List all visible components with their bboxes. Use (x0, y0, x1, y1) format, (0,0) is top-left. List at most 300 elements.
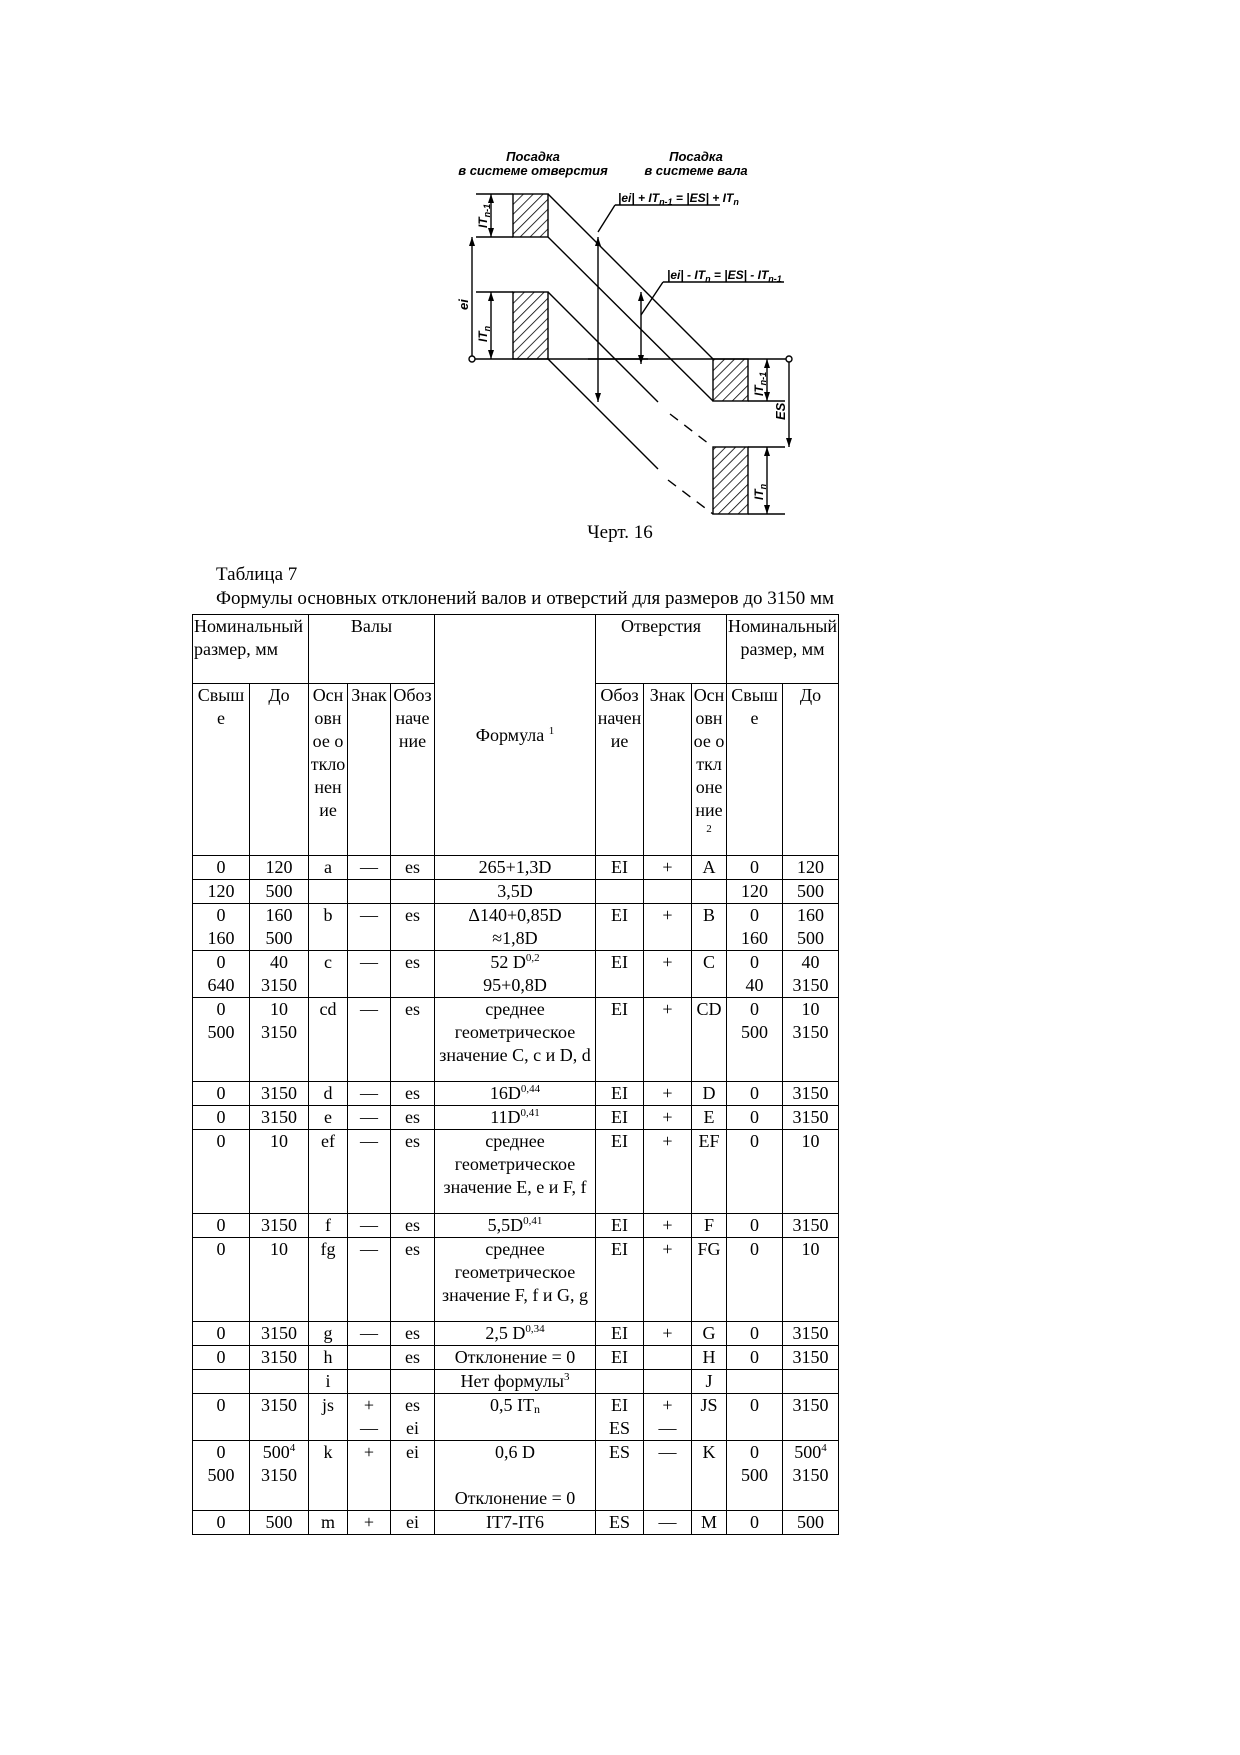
cell-shaft-designation (391, 998, 435, 1082)
cell-text: 10 (801, 1239, 820, 1259)
cell-formula (435, 1441, 596, 1511)
cell-text: 500 (207, 1465, 235, 1485)
cell-text: i (325, 1371, 331, 1391)
cell-hole-basic-deviation (692, 1511, 727, 1535)
cell-formula (435, 1346, 596, 1370)
cell-hole-designation (596, 1441, 644, 1511)
label-shaft-system-line2: в системе вала (644, 163, 748, 178)
cell-text: + (662, 1323, 673, 1343)
cell-text: ES (608, 1442, 630, 1462)
cell-formula (435, 951, 596, 998)
cell-over (193, 880, 250, 904)
header-nominal-size-right: Номинальный размер, мм (727, 615, 839, 684)
cell-shaft-designation (391, 880, 435, 904)
cell-text: 3150 (261, 1323, 297, 1343)
header-nominal-size-left: Номинальный размер, мм (193, 615, 309, 684)
cell-hole-sign (644, 856, 692, 880)
cell-to (250, 1322, 309, 1346)
cell-hole-designation (596, 1370, 644, 1394)
cell-text: 120 (741, 881, 768, 901)
table-row (193, 856, 839, 880)
cell-shaft-designation (391, 951, 435, 998)
table-row (193, 1082, 839, 1106)
cell-shaft-sign (348, 1130, 391, 1214)
header-hole-sign: Знак (644, 684, 692, 856)
cell-shaft-designation (391, 1346, 435, 1370)
cell-shaft-basic-deviation (309, 1214, 348, 1238)
cell-hole-basic-deviation (692, 998, 727, 1082)
cell-text: среднее геометрическое значение C, c и D, d (439, 999, 591, 1065)
cell-text: cd (319, 999, 337, 1019)
dim-itn-left-label: $IT_n$ (476, 325, 492, 342)
dim-itn1-right-label: $IT_{n-1}$ (752, 371, 768, 396)
cell-text: C (702, 952, 715, 972)
cell-text: + (662, 905, 673, 925)
table-row (193, 880, 839, 904)
cell-text: 0 (750, 1239, 759, 1259)
cell-over (727, 1082, 783, 1106)
cell-hole-basic-deviation (692, 1214, 727, 1238)
cell-text: es (405, 999, 420, 1019)
cell-text: + (662, 1395, 673, 1415)
cell-over (727, 856, 783, 880)
cell-text: 500 (741, 1465, 768, 1485)
cell-text: — (658, 1442, 677, 1462)
cell-formula (435, 1238, 596, 1322)
cell-text: 0 (750, 1347, 759, 1367)
table-row (193, 1394, 839, 1441)
cell-hole-sign (644, 1394, 692, 1441)
cell-text: 500 (797, 928, 824, 948)
cell-text: Отклонение = 0 (454, 1488, 576, 1508)
cell-hole-designation (596, 1322, 644, 1346)
cell-hole-designation (596, 1130, 644, 1214)
cell-shaft-basic-deviation (309, 1370, 348, 1394)
dim-itn1-left-label: $IT_{n-1}$ (476, 203, 492, 228)
cell-text: EI (611, 905, 628, 925)
cell-over (727, 1394, 783, 1441)
cell-formula (435, 1322, 596, 1346)
cell-text: 160 (741, 928, 768, 948)
cell-text: 500 (794, 1442, 822, 1462)
cell-to (250, 1346, 309, 1370)
cell-hole-designation (596, 880, 644, 904)
header-to-left: До (250, 684, 309, 856)
cell-over (193, 1082, 250, 1106)
cell-text: JS (700, 1395, 718, 1415)
cell-text: 0 (216, 1395, 226, 1415)
cell-text: 3150 (792, 1215, 829, 1235)
cell-text: 120 (265, 857, 293, 877)
cell-over (727, 1441, 783, 1511)
cell-hole-sign (644, 1322, 692, 1346)
cell-text: 16D (489, 1083, 521, 1103)
cell-text: D (702, 1083, 716, 1103)
cell-shaft-designation (391, 1511, 435, 1535)
cell-text: 3150 (261, 975, 297, 995)
cell-text: 0 (216, 1215, 226, 1235)
cell-text: 120 (207, 881, 235, 901)
cell-text: 500 (741, 1022, 768, 1042)
cell-formula (435, 1511, 596, 1535)
cell-shaft-designation (391, 904, 435, 951)
cell-shaft-basic-deviation (309, 1394, 348, 1441)
cell-text: — (360, 1131, 378, 1151)
table-label: Таблица 7 (216, 564, 298, 585)
cell-text: FG (697, 1239, 721, 1259)
cell-text: + (662, 952, 673, 972)
cell-text: + (662, 1239, 673, 1259)
label-hole-system-line2: в системе отверстия (458, 163, 608, 178)
cell-text: — (658, 1418, 677, 1438)
cell-to (250, 1394, 309, 1441)
cell-hole-basic-deviation (692, 1394, 727, 1441)
cell-hole-sign (644, 1106, 692, 1130)
cell-to (250, 1370, 309, 1394)
cell-text: 3150 (792, 1347, 829, 1367)
cell-text: 3150 (261, 1022, 297, 1042)
cell-hole-basic-deviation (692, 904, 727, 951)
cell-to (783, 998, 839, 1082)
cell-text: 10 (801, 1131, 820, 1151)
cell-text: + (662, 999, 673, 1019)
cell-text: c (324, 952, 332, 972)
cell-hole-sign (644, 1370, 692, 1394)
cell-hole-basic-deviation (692, 1238, 727, 1322)
cell-text: среднее геометрическое значение E, e и F, f (443, 1131, 587, 1197)
cell-text: 160 (207, 928, 235, 948)
cell-hole-sign (644, 1082, 692, 1106)
cell-hole-sign (644, 951, 692, 998)
cell-text: Δ140+0,85D (468, 905, 562, 925)
cell-text: 500 (265, 1512, 293, 1532)
cell-over (193, 1394, 250, 1441)
formula-upper: $|ei| + IT_{n-1} = |ES| + IT_n$ (618, 191, 739, 207)
cell-shaft-designation (391, 1106, 435, 1130)
cell-text: H (702, 1347, 716, 1367)
table-row (193, 904, 839, 951)
cell-hole-designation (596, 1394, 644, 1441)
cell-text: 3,5D (497, 881, 533, 901)
cell-text: EI (611, 1395, 628, 1415)
cell-superscript: 0,41 (523, 1215, 543, 1227)
cell-text: EF (698, 1131, 720, 1151)
cell-text: 3150 (792, 1083, 829, 1103)
cell-text: 10 (270, 999, 288, 1019)
cell-text: B (702, 905, 715, 925)
cell-over (727, 1370, 783, 1394)
cell-shaft-basic-deviation (309, 904, 348, 951)
cell-text: 0 (750, 1107, 759, 1127)
cell-over (193, 1370, 250, 1394)
table-header-row-1 (193, 615, 839, 684)
cell-text: 0 (750, 1131, 759, 1151)
cell-text: 0 (750, 905, 759, 925)
table-row (193, 1370, 839, 1394)
cell-to (250, 880, 309, 904)
cell-shaft-designation (391, 856, 435, 880)
cell-shaft-designation (391, 1082, 435, 1106)
cell-to (250, 856, 309, 880)
cell-formula (435, 1106, 596, 1130)
cell-text: 500 (262, 1442, 290, 1462)
cell-to (250, 1441, 309, 1511)
header-hole-basic-deviation: Основное отклонение$^2$ (692, 684, 727, 856)
cell-text: js (321, 1395, 334, 1415)
tolerance-zone-itn-left (513, 292, 548, 359)
cell-shaft-sign (348, 1322, 391, 1346)
cell-text: 5,5D (487, 1215, 524, 1235)
cell-formula (435, 1130, 596, 1214)
cell-text: 3150 (261, 1347, 297, 1367)
header-shaft-sign: Знак (348, 684, 391, 856)
cell-superscript: 4 (289, 1442, 296, 1454)
cell-text: ei (406, 1442, 419, 1462)
cell-text: + (363, 1395, 375, 1415)
zero-point-left (469, 356, 475, 362)
cell-text: 0 (216, 857, 226, 877)
cell-text: EI (611, 1239, 628, 1259)
cell-text: 3150 (261, 1215, 297, 1235)
cell-formula (435, 1394, 596, 1441)
cell-text: ef (321, 1131, 335, 1151)
cell-shaft-basic-deviation (309, 951, 348, 998)
cell-text: — (360, 1215, 378, 1235)
cell-formula (435, 880, 596, 904)
cell-to (783, 856, 839, 880)
cell-text: 265+1,3D (478, 857, 552, 877)
cell-text: M (700, 1512, 717, 1532)
cell-text: — (360, 857, 378, 877)
cell-shaft-designation (391, 1214, 435, 1238)
cell-text: 0 (216, 1347, 226, 1367)
cell-over (193, 1441, 250, 1511)
cell-hole-designation (596, 1511, 644, 1535)
cell-hole-basic-deviation (692, 1082, 727, 1106)
cell-text: — (360, 1239, 378, 1259)
cell-shaft-designation (391, 1370, 435, 1394)
cell-hole-sign (644, 1346, 692, 1370)
cell-text: 0 (216, 999, 226, 1019)
cell-text: 0 (216, 1239, 226, 1259)
cell-text: es (405, 1239, 420, 1259)
cell-text: ≈1,8D (492, 928, 538, 948)
zero-point-right (786, 356, 792, 362)
cell-to (250, 1082, 309, 1106)
cell-text: + (662, 1107, 673, 1127)
cell-text: G (702, 1323, 716, 1343)
cell-over (727, 1511, 783, 1535)
cell-text: 40 (270, 952, 288, 972)
cell-text: EI (611, 952, 628, 972)
cell-over (727, 1322, 783, 1346)
cell-text: m (320, 1512, 335, 1532)
cell-to (250, 1106, 309, 1130)
cell-shaft-sign (348, 951, 391, 998)
cell-to (250, 951, 309, 998)
tolerance-zone-itn1-right (713, 359, 748, 401)
cell-text: — (360, 1107, 378, 1127)
cell-to (783, 951, 839, 998)
cell-text: 160 (797, 905, 824, 925)
cell-superscript: 3 (563, 1371, 570, 1383)
header-shaft-basic-deviation: Основное отклонение (309, 684, 348, 856)
cell-text: EI (611, 1347, 628, 1367)
deviation-formulas-table (192, 614, 839, 1535)
cell-text: 0 (750, 1442, 759, 1462)
cell-shaft-basic-deviation (309, 1441, 348, 1511)
figure-caption: Черт. 16 (587, 522, 653, 543)
table-row (193, 998, 839, 1082)
table-row (193, 1214, 839, 1238)
table-row (193, 1322, 839, 1346)
cell-shaft-sign (348, 998, 391, 1082)
cell-shaft-sign (348, 1370, 391, 1394)
header-shafts: Валы (309, 615, 435, 684)
cell-text: es (405, 905, 420, 925)
cell-shaft-basic-deviation (309, 1082, 348, 1106)
header-to-right: До (783, 684, 839, 856)
cell-over (193, 1238, 250, 1322)
cell-text: — (360, 1323, 378, 1343)
cell-hole-basic-deviation (692, 1370, 727, 1394)
cell-text: 3150 (261, 1083, 297, 1103)
cell-shaft-basic-deviation (309, 1238, 348, 1322)
cell-over (727, 904, 783, 951)
cell-text: 11D (490, 1107, 521, 1127)
cell-text: g (323, 1323, 333, 1343)
cell-text: es (405, 1215, 420, 1235)
cell-over (727, 1238, 783, 1322)
cell-hole-designation (596, 1106, 644, 1130)
cell-text: + (662, 857, 673, 877)
cell-shaft-sign (348, 1238, 391, 1322)
cell-text: es (405, 1083, 420, 1103)
cell-text: es (405, 1323, 420, 1343)
cell-text: Нет формулы (460, 1371, 564, 1391)
cell-over (727, 1106, 783, 1130)
table-row (193, 1346, 839, 1370)
cell-text: + (363, 1512, 375, 1532)
tolerance-zone-itn-right (713, 447, 748, 514)
cell-text: EI (611, 1083, 628, 1103)
cell-shaft-basic-deviation (309, 1346, 348, 1370)
cell-text: EI (611, 1323, 628, 1343)
cell-formula (435, 1214, 596, 1238)
cell-to (783, 904, 839, 951)
cell-to (783, 1130, 839, 1214)
cell-shaft-basic-deviation (309, 880, 348, 904)
cell-superscript: 4 (821, 1442, 827, 1454)
cell-to (783, 1082, 839, 1106)
cell-text: d (323, 1083, 333, 1103)
cell-text: — (360, 905, 378, 925)
cell-to (250, 904, 309, 951)
table-row (193, 1130, 839, 1214)
cell-over (193, 1346, 250, 1370)
cell-superscript: 0,34 (525, 1323, 545, 1335)
cell-text: + (662, 1215, 673, 1235)
cell-over (193, 904, 250, 951)
cell-shaft-sign (348, 904, 391, 951)
cell-hole-basic-deviation (692, 1346, 727, 1370)
header-holes: Отверстия (596, 615, 727, 684)
table-row (193, 951, 839, 998)
cell-hole-basic-deviation (692, 1106, 727, 1130)
cell-text: 0 (216, 1442, 226, 1462)
cell-text: J (705, 1371, 713, 1391)
cell-text: h (323, 1347, 333, 1367)
cell-text: E (703, 1107, 715, 1127)
cell-text: 0 (216, 905, 226, 925)
cell-to (783, 1394, 839, 1441)
cell-to (783, 1346, 839, 1370)
cell-text: + (363, 1442, 375, 1462)
cell-text: fg (320, 1239, 336, 1259)
cell-text: a (324, 857, 332, 877)
cell-text: 500 (265, 881, 293, 901)
cell-text: 500 (207, 1022, 235, 1042)
dim-ei-label: ei (456, 299, 471, 310)
cell-hole-basic-deviation (692, 1441, 727, 1511)
cell-shaft-designation (391, 1441, 435, 1511)
cell-text: ES (608, 1512, 630, 1532)
cell-hole-designation (596, 1214, 644, 1238)
cell-to (783, 1238, 839, 1322)
cell-to (250, 1214, 309, 1238)
cell-superscript: 0,44 (520, 1083, 541, 1095)
cell-text: 3150 (261, 1395, 297, 1415)
cell-to (250, 1238, 309, 1322)
cell-text: es (405, 857, 420, 877)
cell-text: 0 (750, 1395, 759, 1415)
cell-text: CD (696, 999, 722, 1019)
cell-over (727, 1346, 783, 1370)
label-shaft-system-line1: Посадка (669, 149, 723, 164)
cell-hole-basic-deviation (692, 951, 727, 998)
cell-text: 40 (801, 952, 820, 972)
cell-text: A (702, 857, 716, 877)
cell-text: 0 (216, 1131, 226, 1151)
cell-superscript: 0,41 (520, 1107, 540, 1119)
cell-text: — (360, 1418, 378, 1438)
table-row (193, 1441, 839, 1511)
cell-text: 0 (750, 999, 759, 1019)
cell-superscript: 0,2 (525, 952, 540, 964)
cell-hole-sign (644, 998, 692, 1082)
cell-text: es (405, 952, 420, 972)
cell-over (193, 1130, 250, 1214)
cell-hole-sign (644, 880, 692, 904)
table-row (193, 1106, 839, 1130)
cell-hole-sign (644, 1441, 692, 1511)
cell-text: 0,6 D (495, 1442, 535, 1462)
cell-shaft-sign (348, 1511, 391, 1535)
cell-text: 10 (270, 1239, 288, 1259)
cell-over (727, 998, 783, 1082)
cell-over (193, 998, 250, 1082)
formula-lower: $|ei| - IT_n = |ES| - IT_{n-1}$ (667, 268, 782, 284)
cell-text: ei (406, 1512, 419, 1532)
cell-hole-designation (596, 904, 644, 951)
cell-text: es (405, 1395, 420, 1415)
cell-text: EI (611, 1131, 628, 1151)
cell-text: 3150 (261, 1465, 297, 1485)
cell-text: k (323, 1442, 333, 1462)
cell-over (727, 880, 783, 904)
cell-text: 10 (801, 999, 820, 1019)
cell-text: 0 (216, 952, 226, 972)
